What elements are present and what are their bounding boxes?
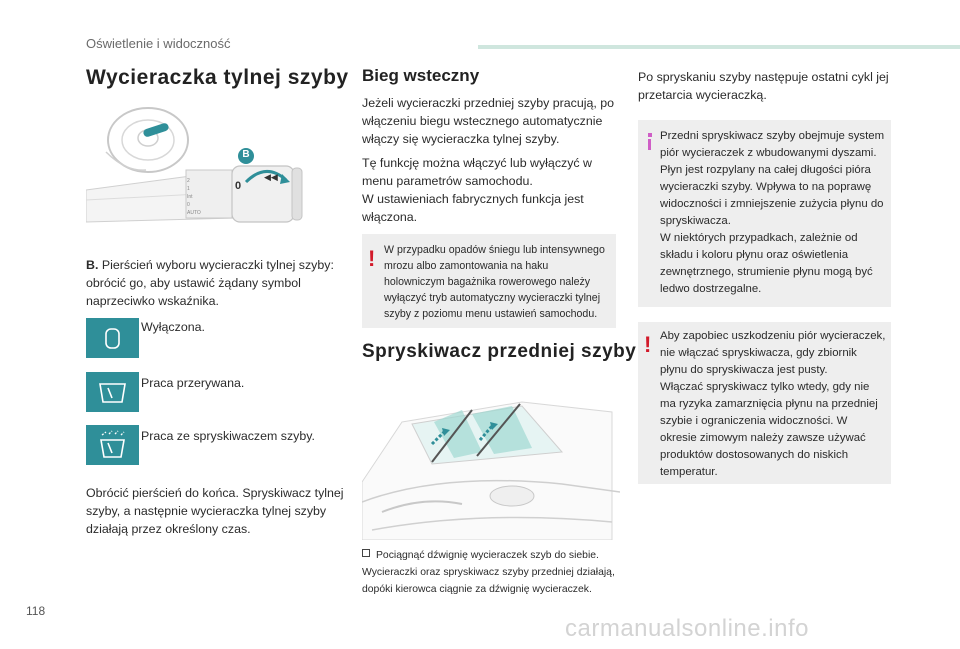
warning-icon: ! (644, 332, 652, 357)
caption-line: Wycieraczki oraz spryskiwacz szyby przedniej działają, (362, 567, 615, 578)
warning-line: mrozu albo zamontowania na haku (384, 260, 549, 272)
intro-line: Po spryskaniu szyby następuje ostatni cykl jej (638, 70, 889, 84)
warning-line: W przypadku opadów śniegu lub intensywnego (384, 244, 605, 256)
para-line: Tę funkcję można włączyć lub wyłączyć w (362, 156, 592, 170)
closing-line: szyby, a następnie wycieraczka tylnej szyby (86, 504, 327, 518)
warning-line: Włączać spryskiwacz tylko wtedy, gdy nie (660, 381, 870, 393)
info-line: W niektórych przypadkach, zależnie od (660, 232, 858, 244)
svg-text:◀◀: ◀◀ (264, 172, 278, 182)
warning-line: Aby zapobiec uszkodzeniu piór wycieraczek, (660, 330, 886, 342)
info-line: składu i koloru płynu oraz oświetlenia (660, 249, 849, 261)
caption-bullet-icon (362, 549, 370, 557)
closing-line: działają przez określony czas. (86, 522, 251, 536)
rear-wiper-intermittent-icon (86, 372, 139, 412)
rear-wiper-washer-icon (86, 425, 139, 465)
ring-label-0: 0 (235, 180, 242, 192)
ring-label-auto: AUTO (187, 210, 201, 216)
caption-line: Pociągnąć dźwignię wycieraczek szyb do siebie. (376, 550, 599, 561)
ring-caption (86, 256, 348, 310)
watermark: carmanualsonline.info (565, 615, 809, 642)
info-line: ledwo dostrzegalne. (660, 283, 762, 295)
rear-wiper-washer-label: Praca ze spryskiwaczem szyby. (141, 429, 315, 443)
info-line: Przedni spryskiwacz szyby obejmuje system (660, 130, 885, 142)
warning-line: okresie zimowym należy zawsze używać (660, 432, 866, 444)
warning-line: szybie i ograniczenia widoczności. W (660, 415, 848, 427)
info-icon (648, 139, 651, 150)
section-header: Oświetlenie i widoczność (86, 36, 231, 51)
warning-line: szyby z poziomu menu ustawień samochodu. (384, 308, 598, 320)
info-line: piór wycieraczek z wbudowanymi dyszami. (660, 147, 877, 159)
wiper-stalk-illustration (86, 100, 344, 240)
ring-caption-line: naprzeciwko wskaźnika. (86, 294, 219, 308)
info-icon-dot (648, 133, 652, 137)
para-line: włączeniu biegu wstecznego automatycznie (362, 114, 603, 128)
reverse-gear-para1 (362, 94, 620, 148)
rear-wiper-off-label: Wyłączona. (141, 320, 205, 334)
info-line: wycieraczki szyby. Wpływa to na poprawę (660, 181, 872, 193)
warning-line: ma ryzyka zamarznięcia płynu na przedniej (660, 398, 878, 410)
rear-wiper-title: Wycieraczka tylnej szyby (86, 66, 349, 89)
ring-label-int: Int (187, 194, 193, 200)
caption-line: dopóki kierowca ciągnie za dźwignię wycieraczek. (362, 584, 592, 595)
para-line: Jeżeli wycieraczki przedniej szyby pracują, po (362, 96, 615, 110)
reverse-gear-para2 (362, 154, 620, 226)
info-line: zewnętrznego, strumienie płynu mogą być (660, 266, 873, 278)
front-washer-caption (362, 547, 620, 598)
warning-line: wyłączyć tryb automatyczny wycieraczki tylnej (384, 292, 601, 304)
caption-letter: B. (86, 258, 99, 272)
car-windscreen-illustration (362, 392, 620, 540)
para-line: W ustawieniach fabrycznych funkcja jest (362, 192, 584, 206)
intro-line: przetarcia wycieraczką. (638, 88, 767, 102)
right-intro-text (638, 68, 894, 104)
warning-text (384, 242, 612, 322)
info-line: Płyn jest rozpylany na całej długości pióra (660, 164, 871, 176)
right-warning-text (660, 328, 890, 481)
warning-line: nie włączać spryskiwacza, gdy zbiornik (660, 347, 857, 359)
ring-label-2: 2 (187, 178, 190, 184)
ring-caption-line: Pierścień wyboru wycieraczki tylnej szyby: (101, 258, 334, 272)
callout-letter-b: B (242, 149, 250, 160)
ring-caption-line: obrócić go, aby ustawić żądany symbol (86, 276, 301, 290)
warning-line: temperatur. (660, 466, 718, 478)
reverse-gear-title: Bieg wsteczny (362, 66, 480, 85)
right-warning-box (638, 322, 891, 484)
para-line: menu parametrów samochodu. (362, 174, 533, 188)
header-divider (478, 45, 960, 49)
rear-wiper-intermittent-label: Praca przerywana. (141, 376, 245, 390)
para-line: włączy się wycieraczka tylnej szyby. (362, 132, 560, 146)
warning-line: produktów dostosowanych do niskich (660, 449, 849, 461)
closing-line: Obrócić pierścień do końca. Spryskiwacz tylnej (86, 486, 344, 500)
info-line: spryskiwacza. (660, 215, 731, 227)
reverse-gear-warning-box (362, 234, 616, 328)
warning-line: holowniczym bagażnika rowerowego należy (384, 276, 591, 288)
page-number: 118 (26, 604, 46, 618)
info-line: widoczności i zmniejszenie zużycia płynu do (660, 198, 884, 210)
front-washer-title: Spryskiwacz przedniej szyby (362, 341, 637, 362)
warning-icon: ! (368, 246, 376, 271)
rear-wiper-off-icon (86, 318, 139, 358)
warning-line: płynu do spryskiwacza jest pusty. (660, 364, 828, 376)
para-line: włączona. (362, 210, 418, 224)
ring-label-1: 1 (187, 186, 190, 192)
info-text (660, 128, 890, 298)
rear-wiper-closing-text (86, 484, 348, 538)
info-box (638, 120, 891, 307)
ring-label-0-small: 0 (187, 202, 190, 208)
